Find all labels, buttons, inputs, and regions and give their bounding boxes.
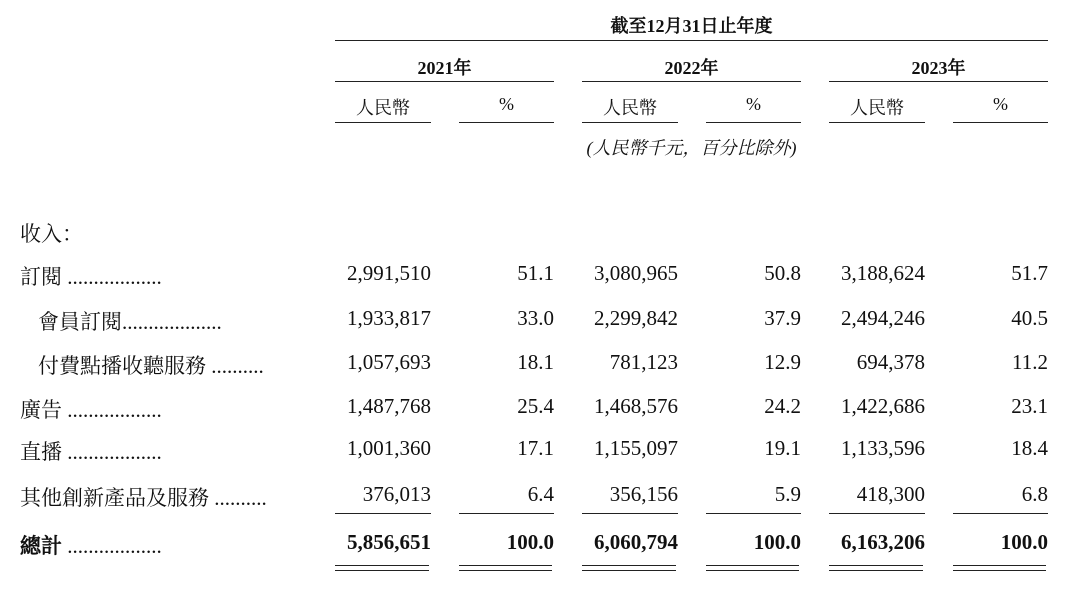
table-row-label	[20, 394, 310, 424]
table-row-pct-2021-value: 51.1	[517, 261, 554, 285]
table-row-pct-2022-value: 5.9	[774, 482, 801, 506]
table-row-pct-2021-value: 33.0	[517, 306, 554, 330]
subtotal-rule	[953, 513, 1048, 514]
table-row-label	[20, 436, 310, 466]
rmb-column-header: 人民幣	[356, 98, 410, 118]
subtotal-rule	[335, 513, 431, 514]
column-rule	[459, 122, 554, 123]
table-row-pct-2021-value: 18.1	[517, 350, 554, 374]
table-row-rmb-2023-value: 694,378	[856, 350, 925, 374]
table-row-rmb-2022-value: 2,299,842	[594, 306, 678, 330]
row-leader-dots: ..........	[209, 486, 267, 510]
table-row-rmb-2023-value: 1,422,686	[841, 394, 925, 418]
table-row-pct-2023-value: 51.7	[1011, 261, 1048, 285]
header-rule	[335, 40, 1048, 41]
total-double-rule	[582, 565, 676, 571]
year-rule	[582, 81, 801, 82]
total-double-rule	[829, 565, 923, 571]
section-label-revenue: 收入：	[20, 222, 83, 246]
table-row-pct-2023-value: 18.4	[1011, 436, 1048, 460]
table-row-rmb-2023-value: 2,494,246	[841, 306, 925, 330]
year-header-2022: 2022年	[664, 58, 719, 78]
table-row-pct-2023-value: 40.5	[1011, 306, 1048, 330]
table-row-label	[20, 482, 310, 512]
subtotal-rule	[582, 513, 678, 514]
row-label-text: 訂閱	[20, 265, 62, 289]
rmb-column-header: 人民幣	[850, 98, 904, 118]
table-row-pct-2021-value: 25.4	[517, 394, 554, 418]
table-row-rmb-2022-value: 356,156	[609, 482, 678, 506]
table-row-pct-2021-value: 6.4	[527, 482, 554, 506]
row-leader-dots: ..................	[62, 440, 162, 464]
row-leader-dots: ..................	[62, 265, 162, 289]
total-double-rule	[459, 565, 552, 571]
subtotal-rule	[706, 513, 801, 514]
total-double-rule	[953, 565, 1046, 571]
table-row-rmb-2021-value: 1,001,360	[347, 436, 431, 460]
column-rule	[829, 122, 925, 123]
total-row-rmb-2023-value: 6,163,206	[841, 530, 925, 554]
row-label-text: 直播	[20, 440, 62, 464]
table-row-rmb-2021-value: 1,487,768	[347, 394, 431, 418]
percent-column-header: %	[746, 94, 761, 114]
percent-column-header: %	[499, 94, 514, 114]
total-row-label	[20, 530, 310, 560]
table-row-rmb-2021-value: 1,057,693	[347, 350, 431, 374]
row-label-text: 總計	[20, 534, 62, 558]
table-row-label	[38, 350, 310, 380]
table-row-rmb-2021-value: 1,933,817	[347, 306, 431, 330]
year-rule	[829, 81, 1048, 82]
table-row-rmb-2022-value: 3,080,965	[594, 261, 678, 285]
table-row-rmb-2021-value: 376,013	[362, 482, 431, 506]
table-row-pct-2021-value: 17.1	[517, 436, 554, 460]
total-double-rule	[335, 565, 429, 571]
total-row-rmb-2022-value: 6,060,794	[594, 530, 678, 554]
rmb-column-header: 人民幣	[603, 98, 657, 118]
column-rule	[706, 122, 801, 123]
row-leader-dots: ..................	[62, 534, 162, 558]
table-row-pct-2023-value: 23.1	[1011, 394, 1048, 418]
column-rule	[582, 122, 678, 123]
row-label-text: 付費點播收聽服務	[38, 354, 206, 378]
table-row-pct-2022-value: 50.8	[764, 261, 801, 285]
table-row-rmb-2023-value: 418,300	[856, 482, 925, 506]
table-row-label	[38, 306, 310, 336]
column-rule	[953, 122, 1048, 123]
total-row-rmb-2021-value: 5,856,651	[347, 530, 431, 554]
period-header: 截至12月31日止年度	[610, 16, 773, 36]
row-label-text: 廣告	[20, 398, 62, 422]
row-leader-dots: ..................	[62, 398, 162, 422]
table-row-rmb-2022-value: 781,123	[609, 350, 678, 374]
table-row-rmb-2022-value: 1,155,097	[594, 436, 678, 460]
table-row-pct-2023-value: 11.2	[1012, 350, 1048, 374]
table-row-rmb-2022-value: 1,468,576	[594, 394, 678, 418]
table-row-pct-2022-value: 37.9	[764, 306, 801, 330]
table-row-pct-2022-value: 19.1	[764, 436, 801, 460]
column-rule	[335, 122, 431, 123]
subtotal-rule	[829, 513, 925, 514]
table-row-pct-2023-value: 6.8	[1021, 482, 1048, 506]
table-row-pct-2022-value: 24.2	[764, 394, 801, 418]
table-row-label	[20, 261, 310, 291]
row-label-text: 會員訂閱	[38, 310, 122, 334]
table-row-rmb-2023-value: 1,133,596	[841, 436, 925, 460]
year-rule	[335, 81, 554, 82]
subtotal-rule	[459, 513, 554, 514]
row-leader-dots: ...................	[122, 310, 222, 334]
table-row-pct-2022-value: 12.9	[764, 350, 801, 374]
total-double-rule	[706, 565, 799, 571]
total-row-pct-2022-value: 100.0	[753, 530, 801, 554]
row-label-text: 其他創新產品及服務	[20, 486, 209, 510]
total-row-pct-2023-value: 100.0	[1000, 530, 1048, 554]
table-row-rmb-2021-value: 2,991,510	[347, 261, 431, 285]
row-leader-dots: ..........	[206, 354, 264, 378]
year-header-2021: 2021年	[417, 58, 472, 78]
year-header-2023: 2023年	[911, 58, 966, 78]
total-row-pct-2021-value: 100.0	[506, 530, 554, 554]
unit-note: (人民幣千元，百分比除外)	[586, 138, 797, 158]
percent-column-header: %	[993, 94, 1008, 114]
table-row-rmb-2023-value: 3,188,624	[841, 261, 925, 285]
